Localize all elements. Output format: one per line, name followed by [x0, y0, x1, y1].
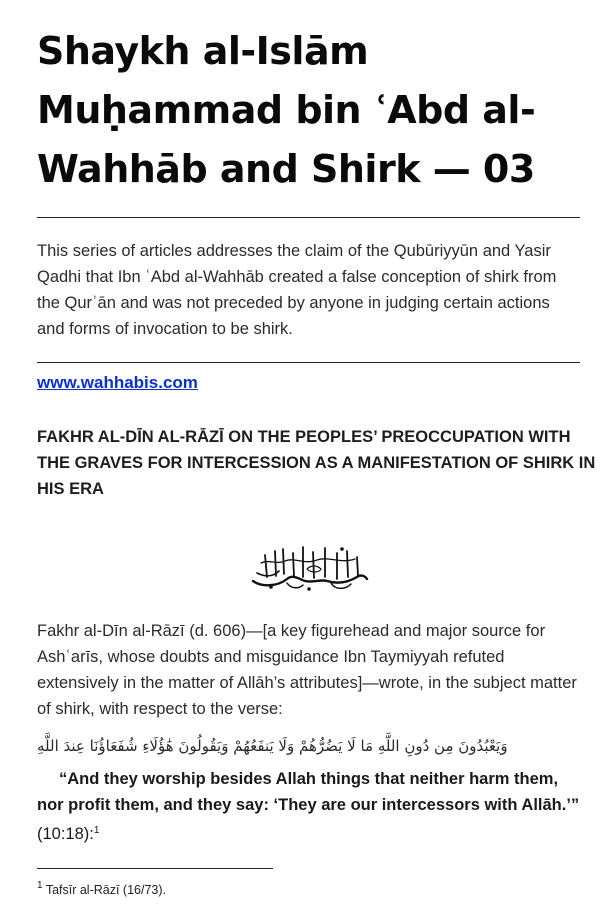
- body-paragraph: Fakhr al-Dīn al-Rāzī (d. 606)—[a key figurehead and major source for Ashʿarīs, whose doubts and misguidance Ibn Taymiyyah refuted extensively in the matter of Allāh’s attributes]—wrote, in the subject matter of shirk, with respect to the verse:: [37, 622, 577, 718]
- footnote-marker[interactable]: 1: [93, 825, 100, 836]
- website-link[interactable]: www.wahhabis.com: [37, 373, 198, 392]
- intro-paragraph: This series of articles addresses the claim of the Qubūriyyūn and Yasir Qadhi that Ibn ʿAbd al-Wahhāb created a false conception of shirk from the Qurʾān and was not preceded by anyone in judging certain actions and forms of invocation to be shirk.: [37, 242, 557, 338]
- footnote-divider: [37, 868, 273, 869]
- footnote-text: Tafsīr al-Rāzī (16/73).: [45, 883, 166, 897]
- divider-top: [37, 217, 580, 218]
- divider-bottom: [37, 362, 580, 363]
- verse-translation: [37, 766, 581, 847]
- arabic-verse: وَيَعْبُدُونَ مِن دُونِ اللَّهِ مَا لَا يَضُرُّهُمْ وَلَا يَنفَعُهُمْ وَيَقُولُونَ هَٰؤُلَاءِ شُفَعَاؤُنَا عِندَ اللَّهِ: [37, 737, 508, 755]
- translation-quote: “And they worship besides Allah things that neither harm them, nor profit them, and they say: ‘They are our intercessors with Allāh.’”: [37, 770, 580, 814]
- verse-reference: (10:18):: [37, 825, 94, 843]
- basmala-calligraphy-icon: [247, 543, 372, 593]
- article-title: Shaykh al-Islām Muḥammad bin ʿAbd al-Wahhāb and Shirk — 03: [37, 29, 536, 191]
- footnote: [37, 877, 581, 899]
- section-heading: FAKHR AL-DĪN AL-RĀZĪ ON THE PEOPLES’ PREOCCUPATION WITH THE GRAVES FOR INTERCESSION AS A MANIFESTATION OF SHIRK IN HIS ERA: [37, 428, 596, 498]
- footnote-number: 1: [37, 880, 43, 891]
